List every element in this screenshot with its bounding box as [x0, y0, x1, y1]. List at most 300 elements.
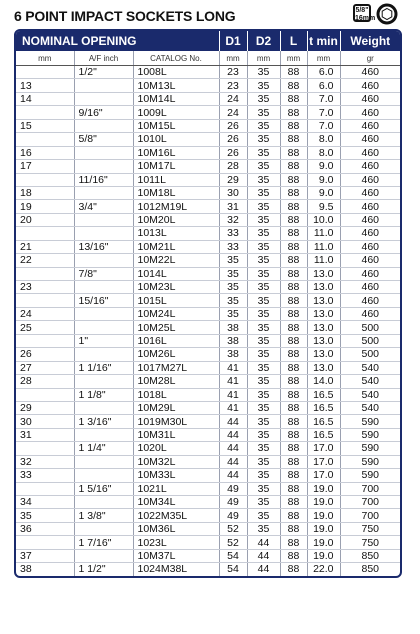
- cell-catalog-no: 10M22L: [133, 254, 219, 267]
- table-row: [16, 160, 400, 173]
- header-nominal-opening: NOMINAL OPENING: [16, 31, 219, 51]
- cell-tmin: 13.0: [307, 361, 340, 374]
- cell-catalog-no: 10M17L: [133, 160, 219, 173]
- cell-d1: 24: [219, 106, 247, 119]
- cell-weight: 460: [340, 213, 400, 226]
- cell-tmin: 22.0: [307, 563, 340, 576]
- cell-mm: 37: [16, 549, 74, 562]
- table-row: [16, 509, 400, 522]
- cell-mm: [16, 388, 74, 401]
- cell-catalog-no: 1023L: [133, 536, 219, 549]
- cell-tmin: 11.0: [307, 254, 340, 267]
- cell-af-inch: 1 3/8": [74, 509, 133, 522]
- cell-weight: 460: [340, 294, 400, 307]
- cell-l: 88: [280, 200, 307, 213]
- cell-weight: 700: [340, 482, 400, 495]
- cell-mm: [16, 536, 74, 549]
- table-row: [16, 415, 400, 428]
- cell-mm: 33: [16, 469, 74, 482]
- cell-af-inch: 1 1/4": [74, 442, 133, 455]
- cell-d1: 52: [219, 522, 247, 535]
- cell-weight: 750: [340, 522, 400, 535]
- cell-af-inch: 13/16": [74, 240, 133, 253]
- subheader-mm: mm: [16, 51, 74, 66]
- cell-d2: 44: [247, 549, 280, 562]
- cell-tmin: 8.0: [307, 146, 340, 159]
- cell-tmin: 11.0: [307, 240, 340, 253]
- cell-d1: 49: [219, 482, 247, 495]
- table-row: [16, 401, 400, 414]
- cell-weight: 850: [361, 563, 380, 576]
- cell-d1: 38: [219, 321, 247, 334]
- subheader-row: [16, 51, 400, 66]
- cell-af-inch: 9/16": [74, 106, 133, 119]
- cell-d2: 35: [247, 361, 280, 374]
- table-row: [16, 522, 400, 535]
- cell-weight: 460: [340, 133, 400, 146]
- socket-spec-table: [16, 31, 400, 576]
- table-row: [16, 294, 400, 307]
- cell-af-inch: 1": [74, 334, 133, 347]
- cell-d1: 41: [219, 388, 247, 401]
- cell-catalog-no: 10M26L: [133, 348, 219, 361]
- page-title: 6 POINT IMPACT SOCKETS LONG: [14, 8, 236, 24]
- table-row: [16, 442, 400, 455]
- square-drive-icon: 5/8" 16mm: [353, 4, 371, 22]
- cell-weight: 540: [340, 375, 400, 388]
- cell-af-inch: [74, 92, 133, 105]
- cell-af-inch: [74, 119, 133, 132]
- cell-l: 88: [280, 186, 307, 199]
- cell-weight: 590: [340, 442, 400, 455]
- cell-d2: 35: [247, 281, 280, 294]
- cell-mm: 17: [16, 160, 74, 173]
- cell-d2: 35: [247, 334, 280, 347]
- cell-d2: 35: [247, 442, 280, 455]
- cell-catalog-no: 1009L: [133, 106, 219, 119]
- cell-af-inch: 3/4": [74, 200, 133, 213]
- cell-catalog-no: 10M13L: [133, 79, 219, 92]
- cell-d1: 23: [219, 66, 247, 79]
- cell-mm: 32: [16, 455, 74, 468]
- cell-catalog-no: 1024M38L: [133, 563, 219, 576]
- cell-af-inch: [74, 469, 133, 482]
- cell-d1: 26: [219, 119, 247, 132]
- cell-mm: 36: [16, 522, 74, 535]
- cell-tmin: 17.0: [307, 455, 340, 468]
- table-row: [16, 307, 400, 320]
- cell-d2: 35: [247, 482, 280, 495]
- cell-weight: 700: [340, 496, 400, 509]
- cell-d2: 35: [247, 92, 280, 105]
- cell-catalog-no: 1010L: [133, 133, 219, 146]
- table-row: [16, 428, 400, 441]
- cell-catalog-no: 10M14L: [133, 92, 219, 105]
- cell-d2: 35: [247, 522, 280, 535]
- cell-d2: 35: [247, 469, 280, 482]
- cell-af-inch: 1 1/16": [74, 361, 133, 374]
- cell-catalog-no: 10M31L: [133, 428, 219, 441]
- cell-d1: 44: [219, 415, 247, 428]
- cell-d1: 33: [219, 227, 247, 240]
- cell-l: 88: [280, 361, 307, 374]
- cell-l: 88: [280, 160, 307, 173]
- table-row: [16, 334, 400, 347]
- cell-catalog-no: 1019M30L: [133, 415, 219, 428]
- cell-d2: 35: [247, 240, 280, 253]
- cell-mm: 20: [16, 213, 74, 226]
- subheader-l-unit: mm: [280, 51, 307, 66]
- cell-mm: [16, 66, 74, 79]
- table-row: [16, 496, 400, 509]
- hex-socket-icon: [376, 3, 398, 25]
- cell-d2: 35: [247, 79, 280, 92]
- cell-af-inch: 1 3/16": [74, 415, 133, 428]
- cell-d1: 35: [219, 267, 247, 280]
- cell-l: 88: [280, 549, 307, 562]
- cell-tmin: 6.0: [307, 66, 340, 79]
- cell-d2: 35: [247, 307, 280, 320]
- cell-d1: 52: [219, 536, 247, 549]
- cell-mm: 22: [16, 254, 74, 267]
- cell-catalog-no: 10M25L: [133, 321, 219, 334]
- cell-d1: 44: [219, 428, 247, 441]
- cell-mm: [16, 442, 74, 455]
- cell-af-inch: [74, 522, 133, 535]
- cell-d1: 31: [219, 200, 247, 213]
- cell-d1: 29: [219, 173, 247, 186]
- cell-af-inch: 1 5/16": [74, 482, 133, 495]
- cell-d1: 32: [219, 213, 247, 226]
- cell-catalog-no: 10M32L: [133, 455, 219, 468]
- cell-af-inch: [74, 160, 133, 173]
- cell-d2: 35: [247, 415, 280, 428]
- cell-catalog-no: 1008L: [133, 66, 219, 79]
- cell-mm: 29: [16, 401, 74, 414]
- header-d1: D1: [219, 31, 247, 51]
- cell-mm: 28: [16, 375, 74, 388]
- table-row: [16, 119, 400, 132]
- cell-mm: [16, 482, 74, 495]
- cell-l: 88: [280, 522, 307, 535]
- cell-d1: 41: [219, 375, 247, 388]
- cell-tmin: 9.0: [307, 186, 340, 199]
- cell-d2: 35: [247, 133, 280, 146]
- cell-d1: 24: [219, 92, 247, 105]
- cell-tmin: 13.0: [307, 281, 340, 294]
- cell-d1: 30: [219, 186, 247, 199]
- cell-weight: 460: [340, 281, 400, 294]
- table-row: [16, 79, 400, 92]
- cell-weight: 540: [340, 361, 400, 374]
- cell-mm: 38: [16, 563, 74, 576]
- cell-l: 88: [280, 106, 307, 119]
- cell-mm: 31: [16, 428, 74, 441]
- cell-d2: 35: [247, 186, 280, 199]
- cell-af-inch: [74, 307, 133, 320]
- cell-d2: 44: [247, 563, 280, 576]
- cell-l: 88: [280, 173, 307, 186]
- cell-l: 88: [280, 79, 307, 92]
- cell-tmin: 16.5: [307, 388, 340, 401]
- cell-catalog-no: 1012M19L: [133, 200, 219, 213]
- cell-mm: 13: [16, 79, 74, 92]
- cell-d2: 35: [247, 173, 280, 186]
- cell-af-inch: [74, 79, 133, 92]
- cell-tmin: 19.0: [307, 482, 340, 495]
- table-row: [16, 375, 400, 388]
- cell-l: 88: [280, 415, 307, 428]
- cell-l: 88: [280, 442, 307, 455]
- cell-weight: 750: [340, 536, 400, 549]
- cell-tmin: 16.5: [307, 401, 340, 414]
- cell-d2: 35: [247, 496, 280, 509]
- table-row: [16, 227, 400, 240]
- cell-af-inch: [74, 496, 133, 509]
- cell-mm: [16, 334, 74, 347]
- cell-d2: 35: [247, 146, 280, 159]
- table-row: [16, 388, 400, 401]
- cell-mm: 26: [16, 348, 74, 361]
- cell-weight: 460: [340, 240, 400, 253]
- subheader-weight-unit: gr: [340, 51, 400, 66]
- cell-mm: 35: [16, 509, 74, 522]
- cell-d1: 35: [219, 281, 247, 294]
- cell-d2: 35: [247, 455, 280, 468]
- cell-d2: 35: [247, 375, 280, 388]
- cell-l: 88: [280, 482, 307, 495]
- cell-mm: [16, 267, 74, 280]
- cell-tmin: 9.0: [307, 173, 340, 186]
- cell-af-inch: 11/16": [74, 173, 133, 186]
- header-tmin: t min: [307, 31, 340, 51]
- table-row: [16, 469, 400, 482]
- cell-d1: 23: [219, 79, 247, 92]
- cell-d1: 41: [219, 361, 247, 374]
- table-row: [16, 549, 400, 562]
- cell-af-inch: [74, 254, 133, 267]
- cell-af-inch: [74, 321, 133, 334]
- cell-weight: 460: [340, 227, 400, 240]
- cell-catalog-no: 1021L: [133, 482, 219, 495]
- cell-catalog-no: 10M34L: [133, 496, 219, 509]
- cell-l: 88: [280, 213, 307, 226]
- cell-d1: 35: [219, 307, 247, 320]
- cell-catalog-no: 10M28L: [133, 375, 219, 388]
- cell-l: 88: [280, 281, 307, 294]
- cell-l: 88: [280, 496, 307, 509]
- cell-af-inch: [74, 401, 133, 414]
- cell-catalog-no: 10M37L: [133, 549, 219, 562]
- cell-d2: 35: [247, 321, 280, 334]
- cell-l: 88: [280, 307, 307, 320]
- cell-tmin: 13.0: [307, 334, 340, 347]
- cell-mm: 30: [16, 415, 74, 428]
- cell-af-inch: [74, 281, 133, 294]
- table-row: [16, 361, 400, 374]
- subheader-af-inch: A/F inch: [74, 51, 133, 66]
- cell-weight: 460: [340, 106, 400, 119]
- cell-mm: 34: [16, 496, 74, 509]
- cell-d1: 33: [219, 240, 247, 253]
- cell-d1: 54: [219, 563, 247, 576]
- cell-mm: 15: [16, 119, 74, 132]
- cell-catalog-no: 10M23L: [133, 281, 219, 294]
- cell-l: 88: [280, 334, 307, 347]
- cell-l: 88: [280, 348, 307, 361]
- cell-weight: 500: [340, 348, 400, 361]
- cell-d2: 35: [247, 254, 280, 267]
- cell-weight: 460: [340, 160, 400, 173]
- cell-af-inch: 1/2": [74, 66, 133, 79]
- cell-af-inch: [74, 186, 133, 199]
- spec-table-container: [14, 29, 402, 578]
- cell-l: 88: [280, 469, 307, 482]
- table-row: [16, 213, 400, 226]
- cell-d2: 35: [247, 428, 280, 441]
- cell-af-inch: [74, 428, 133, 441]
- cell-af-inch: 15/16": [74, 294, 133, 307]
- subheader-d2-unit: mm: [247, 51, 280, 66]
- cell-mm: 14: [16, 92, 74, 105]
- cell-af-inch: [74, 213, 133, 226]
- cell-l: 88: [280, 536, 307, 549]
- cell-tmin: 13.0: [307, 294, 340, 307]
- cell-af-inch: [74, 375, 133, 388]
- cell-d2: 35: [247, 106, 280, 119]
- cell-weight: 500: [340, 321, 400, 334]
- header-row: [16, 31, 400, 51]
- header-weight: Weight: [340, 31, 400, 51]
- cell-weight: 590: [340, 455, 400, 468]
- cell-l: 88: [280, 227, 307, 240]
- table-row: [16, 563, 400, 576]
- cell-af-inch: 7/8": [74, 267, 133, 280]
- cell-tmin: 19.0: [307, 522, 340, 535]
- cell-weight: 540: [340, 388, 400, 401]
- cell-l: 88: [280, 321, 307, 334]
- cell-tmin: 11.0: [307, 227, 340, 240]
- cell-weight: 590: [340, 428, 400, 441]
- cell-weight: 850: [340, 549, 400, 562]
- cell-mm: 21: [16, 240, 74, 253]
- cell-af-inch: [74, 455, 133, 468]
- cell-tmin: 13.0: [307, 321, 340, 334]
- cell-catalog-no: 1016L: [133, 334, 219, 347]
- cell-l: 88: [280, 509, 307, 522]
- table-row: [16, 321, 400, 334]
- cell-weight: 460: [340, 79, 400, 92]
- cell-catalog-no: 1013L: [133, 227, 219, 240]
- cell-d1: 26: [219, 133, 247, 146]
- cell-tmin: 10.0: [307, 213, 340, 226]
- cell-catalog-no: 1014L: [133, 267, 219, 280]
- cell-l: 88: [280, 119, 307, 132]
- cell-d2: 35: [247, 509, 280, 522]
- cell-l: 88: [280, 240, 307, 253]
- cell-mm: 24: [16, 307, 74, 320]
- cell-d1: 38: [219, 348, 247, 361]
- cell-tmin: 19.0: [307, 509, 340, 522]
- cell-weight: 540: [340, 401, 400, 414]
- cell-weight: 460: [340, 146, 400, 159]
- cell-d1: 44: [219, 442, 247, 455]
- cell-catalog-no: 1020L: [133, 442, 219, 455]
- cell-weight: 460: [340, 267, 400, 280]
- cell-l: 88: [280, 375, 307, 388]
- table-row: [16, 455, 400, 468]
- cell-tmin: 9.5: [307, 200, 340, 213]
- cell-d1: 41: [219, 401, 247, 414]
- cell-catalog-no: 10M18L: [133, 186, 219, 199]
- cell-weight: 460: [340, 92, 400, 105]
- cell-tmin: 17.0: [307, 469, 340, 482]
- cell-d2: 35: [247, 401, 280, 414]
- cell-weight: 460: [340, 119, 400, 132]
- subheader-tmin-unit: mm: [307, 51, 340, 66]
- cell-af-inch: 1 7/16": [74, 536, 133, 549]
- cell-weight: 460: [340, 66, 400, 79]
- cell-tmin: 19.0: [307, 536, 340, 549]
- table-row: [16, 146, 400, 159]
- cell-l: 88: [280, 294, 307, 307]
- cell-tmin: 13.0: [307, 307, 340, 320]
- table-row: [16, 66, 400, 79]
- cell-weight: 460: [340, 200, 400, 213]
- table-row: [16, 200, 400, 213]
- cell-l: 88: [280, 92, 307, 105]
- cell-catalog-no: 10M15L: [133, 119, 219, 132]
- cell-weight: 460: [340, 186, 400, 199]
- cell-catalog-no: 1011L: [133, 173, 219, 186]
- cell-catalog-no: 1018L: [133, 388, 219, 401]
- cell-catalog-no: 10M36L: [133, 522, 219, 535]
- cell-d1: 26: [219, 146, 247, 159]
- cell-tmin: 16.5: [307, 415, 340, 428]
- cell-l: 88: [280, 133, 307, 146]
- cell-d2: 35: [247, 119, 280, 132]
- cell-af-inch: [74, 146, 133, 159]
- cell-catalog-no: 1017M27L: [133, 361, 219, 374]
- cell-tmin: 7.0: [307, 106, 340, 119]
- cell-catalog-no: 10M21L: [133, 240, 219, 253]
- header-l: L: [280, 31, 307, 51]
- cell-d1: 44: [219, 455, 247, 468]
- table-row: [16, 133, 400, 146]
- cell-tmin: 19.0: [307, 496, 340, 509]
- cell-d1: 35: [219, 294, 247, 307]
- table-row: [16, 267, 400, 280]
- cell-l: 88: [280, 401, 307, 414]
- cell-l: 88: [280, 388, 307, 401]
- cell-l: 88: [280, 428, 307, 441]
- cell-tmin: 13.0: [307, 267, 340, 280]
- cell-catalog-no: 10M33L: [133, 469, 219, 482]
- cell-af-inch: [74, 227, 133, 240]
- cell-d2: 35: [247, 267, 280, 280]
- cell-catalog-no: 10M29L: [133, 401, 219, 414]
- cell-d2: 35: [247, 227, 280, 240]
- cell-d2: 35: [247, 160, 280, 173]
- table-row: [16, 254, 400, 267]
- cell-tmin: 17.0: [307, 442, 340, 455]
- cell-weight: 590: [340, 415, 400, 428]
- cell-l: 88: [280, 455, 307, 468]
- cell-l: 88: [280, 563, 307, 576]
- subheader-d1-unit: mm: [219, 51, 247, 66]
- cell-weight: 460: [340, 173, 400, 186]
- table-row: [16, 173, 400, 186]
